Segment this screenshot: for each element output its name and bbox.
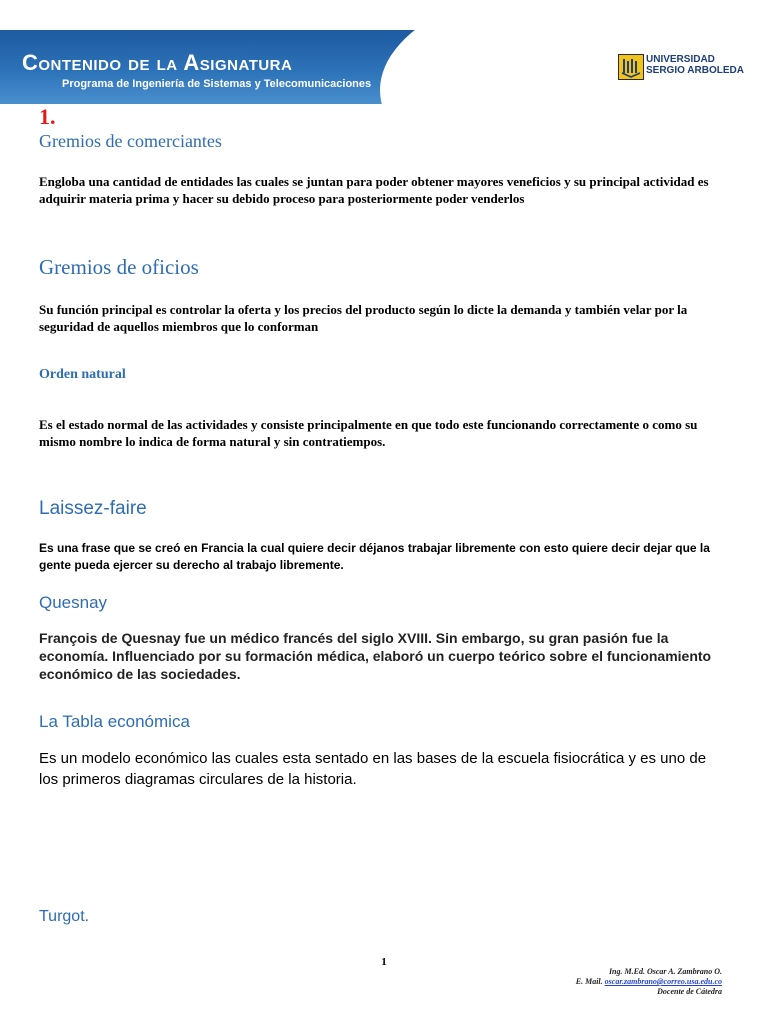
page-number: 1: [381, 956, 387, 968]
paragraph-laissez-faire: Es una frase que se creó en Francia la cual quiere decir déjanos trabajar libremente con esto quiere decir dejar que la gente pueda ejercer su derecho al trabajo libremente.: [39, 541, 710, 572]
footer-author-info: [576, 967, 722, 997]
paragraph-gremios-oficios: Su función principal es controlar la oferta y los precios del producto según lo dicte la demanda y también velar por la seguridad de aquellos miembros que lo conforman: [39, 302, 688, 334]
university-name: [646, 54, 768, 76]
logo-line-1: UNIVERSIDAD: [646, 54, 715, 65]
heading-gremios-oficios: Gremios de oficios: [39, 255, 199, 279]
paragraph-orden-natural: Es el estado normal de las actividades y consiste principalmente en que todo este funcionando correctamente o como su mismo nombre lo indica de forma natural y sin contratiempos.: [39, 417, 698, 449]
heading-turgot: Turgot.: [39, 908, 90, 925]
footer-email-line: [576, 977, 722, 987]
heading-tabla-economica: La Tabla económica: [39, 712, 190, 731]
logo-line-2: SERGIO ARBOLEDA: [646, 65, 744, 76]
heading-gremios-comerciantes: Gremios de comerciantes: [39, 131, 222, 151]
program-subtitle: Programa de Ingeniería de Sistemas y Telecomunicaciones: [62, 78, 372, 90]
footer-author: Ing. M.Ed. Oscar A. Zambrano O.: [608, 967, 722, 976]
paragraph-tabla-economica: Es un modelo económico las cuales esta sentado en las bases de la escuela fisiocrática y es uno de los primeros diagramas circulares de la historia.: [39, 750, 707, 788]
footer-email-label: E. Mail.: [575, 977, 603, 986]
heading-laissez-faire: Laissez-faire: [39, 498, 147, 519]
heading-orden-natural: Orden natural: [39, 367, 126, 382]
paragraph-gremios-comerciantes: Engloba una cantidad de entidades las cuales se juntan para poder obtener mayores veneficios y su principal actividad es adquirir materia prima y hacer su debido proceso para posteriormente poder venderlos: [39, 174, 709, 206]
university-shield-icon: [618, 54, 644, 80]
footer-email-link[interactable]: oscar.zambrano@correo.usa.edu.co: [604, 977, 722, 986]
paragraph-quesnay: François de Quesnay fue un médico francés del siglo XVIII. Sin embargo, su gran pasión fue la economía. Influenciado por su formación médica, elaboró un cuerpo teórico sobre el funcionamiento económico de las sociedades.: [39, 630, 712, 682]
course-title: Contenido de la Asignatura: [22, 50, 293, 75]
header-banner: [0, 30, 768, 104]
university-logo: [618, 52, 768, 82]
footer-role: Docente de Cátedra: [657, 987, 722, 996]
item-number: 1.: [39, 104, 56, 129]
heading-quesnay: Quesnay: [39, 593, 108, 612]
